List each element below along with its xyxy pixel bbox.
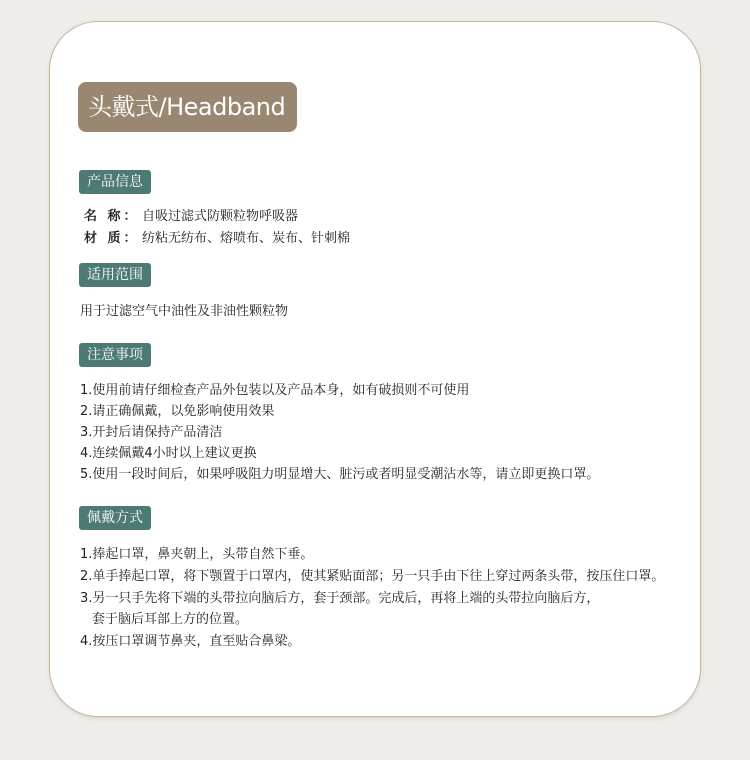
section-heading-scope: 适用范围 (79, 263, 151, 287)
product-material-value: 纺粘无纺布、熔喷布、炭布、针刺棉 (142, 231, 351, 246)
product-material-label: 材 质： (84, 231, 140, 246)
wearing-step-3-cont: 套于脑后耳部上方的位置。 (92, 612, 249, 627)
note-item-2: 2.请正确佩戴，以免影响使用效果 (80, 404, 275, 419)
section-heading-notes: 注意事项 (79, 343, 151, 367)
product-name-value: 自吸过滤式防颗粒物呼吸器 (142, 209, 299, 224)
wearing-step-4: 4.按压口罩调节鼻夹，直至贴合鼻梁。 (80, 634, 301, 649)
section-heading-wearing: 佩戴方式 (79, 506, 151, 530)
scope-text: 用于过滤空气中油性及非油性颗粒物 (80, 304, 289, 319)
note-item-4: 4.连续佩戴4小时以上建议更换 (80, 446, 257, 461)
wearing-step-3: 3.另一只手先将下端的头带拉向脑后方，套于颈部。完成后，再将上端的头带拉向脑后方， (80, 591, 600, 606)
page-title: 头戴式/Headband (78, 82, 297, 132)
product-material-row (84, 230, 350, 248)
product-name-label: 名 称： (84, 209, 140, 224)
product-name-row (84, 208, 298, 226)
note-item-3: 3.开封后请保持产品清洁 (80, 425, 223, 440)
note-item-5: 5.使用一段时间后，如果呼吸阻力明显增大、脏污或者明显受潮沾水等，请立即更换口罩。 (80, 467, 600, 482)
note-item-1: 1.使用前请仔细检查产品外包装以及产品本身，如有破损则不可使用 (80, 383, 470, 398)
wearing-step-2: 2.单手捧起口罩，将下颚置于口罩内，使其紧贴面部；另一只手由下往上穿过两条头带，按压住口罩。 (80, 569, 665, 584)
wearing-step-1: 1.捧起口罩，鼻夹朝上，头带自然下垂。 (80, 547, 314, 562)
info-card (50, 22, 700, 716)
section-heading-product-info: 产品信息 (79, 170, 151, 194)
